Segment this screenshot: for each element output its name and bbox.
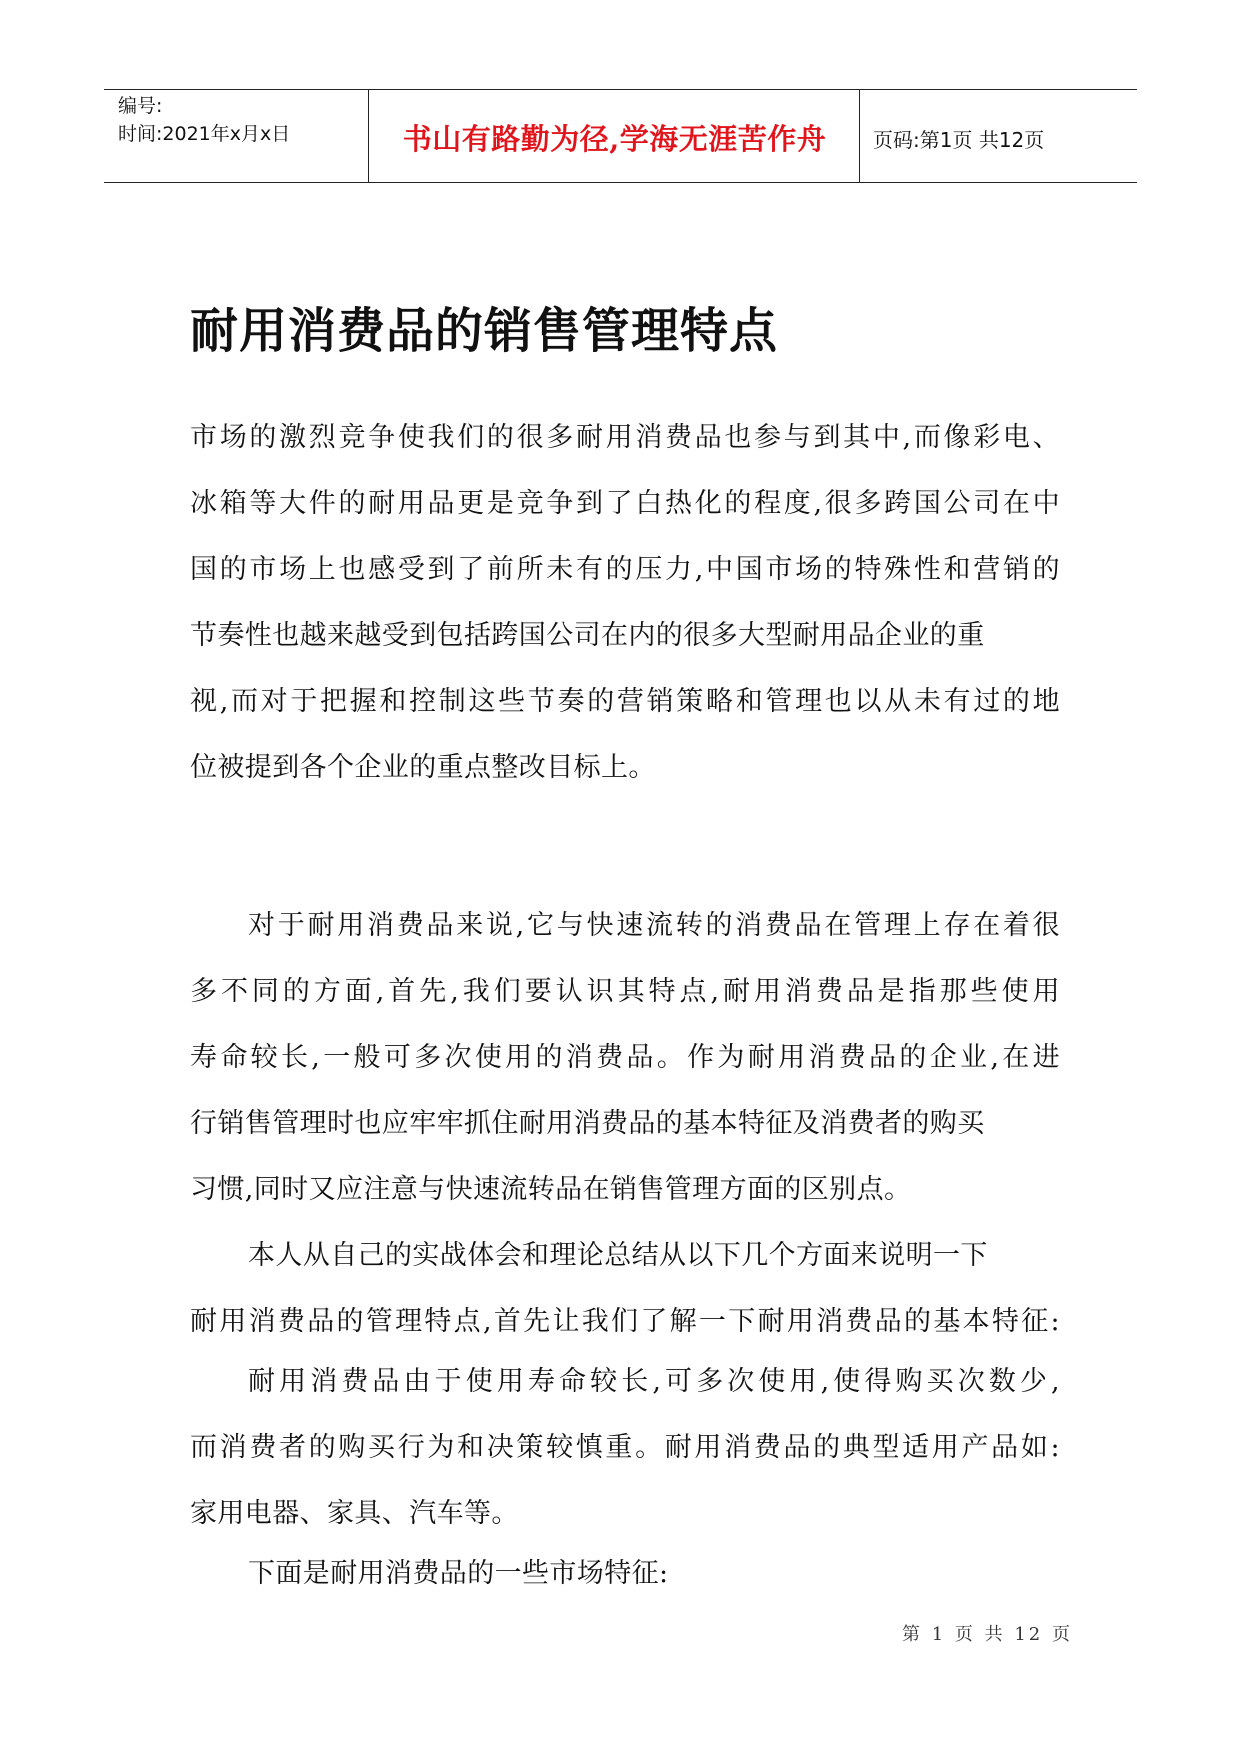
serial-label: 编号:	[118, 95, 163, 117]
paragraph-line: 家用电器、家具、汽车等。	[190, 1498, 519, 1529]
paragraph-intro	[190, 405, 1060, 801]
paragraph-line: 耐用消费品由于使用寿命较长,可多次使用,使得购买次数少,	[248, 1366, 1060, 1397]
paragraph-line: 耐用消费品的管理特点,首先让我们了解一下耐用消费品的基本特征:	[190, 1306, 1060, 1337]
paragraph-author-intro	[190, 1223, 1060, 1355]
paragraph-line: 国的市场上也感受到了前所未有的压力,中国市场的特殊性和营销的	[190, 554, 1060, 585]
paragraph-line: 行销售管理时也应牢牢抓住耐用消费品的基本特征及消费者的购买	[190, 1108, 985, 1139]
paragraph-market-features-intro	[190, 1541, 1060, 1607]
header-top-rule	[104, 89, 1137, 90]
paragraph-line: 市场的激烈竞争使我们的很多耐用消费品也参与到其中,而像彩电、	[190, 422, 1060, 453]
header-divider-right	[859, 89, 860, 182]
paragraph-line: 而消费者的购买行为和决策较慎重。耐用消费品的典型适用产品如:	[190, 1432, 1060, 1463]
paragraph-line: 下面是耐用消费品的一些市场特征:	[248, 1558, 669, 1589]
paragraph-durables-definition	[190, 893, 1060, 1223]
paragraph-line: 对于耐用消费品来说,它与快速流转的消费品在管理上存在着很	[248, 910, 1060, 941]
paragraph-line: 位被提到各个企业的重点整改目标上。	[190, 752, 656, 783]
footer-page-number: 第 1 页 共 12 页	[902, 1624, 1073, 1645]
paragraph-line: 节奏性也越来越受到包括跨国公司在内的很多大型耐用品企业的重	[190, 620, 985, 651]
header-divider-left	[368, 89, 369, 182]
paragraph-line: 多不同的方面,首先,我们要认识其特点,耐用消费品是指那些使用	[190, 976, 1060, 1007]
header-meta	[118, 92, 290, 148]
paragraph-line: 习惯,同时又应注意与快速流转品在销售管理方面的区别点。	[190, 1174, 912, 1205]
paragraph-line: 视,而对于把握和控制这些节奏的营销策略和管理也以从未有过的地	[190, 686, 1060, 717]
paragraph-line: 本人从自己的实战体会和理论总结从以下几个方面来说明一下	[248, 1240, 988, 1271]
document-title: 耐用消费品的销售管理特点	[190, 303, 779, 359]
paragraph-line: 冰箱等大件的耐用品更是竞争到了白热化的程度,很多跨国公司在中	[190, 488, 1060, 519]
header-motto: 书山有路勤为径,学海无涯苦作舟	[402, 122, 827, 156]
paragraph-basic-features	[190, 1349, 1060, 1547]
time-label: 时间:2021年x月x日	[118, 123, 291, 145]
header-page-info: 页码:第1页 共12页	[873, 128, 1045, 152]
header-bottom-rule	[104, 182, 1137, 183]
paragraph-line: 寿命较长,一般可多次使用的消费品。作为耐用消费品的企业,在进	[190, 1042, 1060, 1073]
